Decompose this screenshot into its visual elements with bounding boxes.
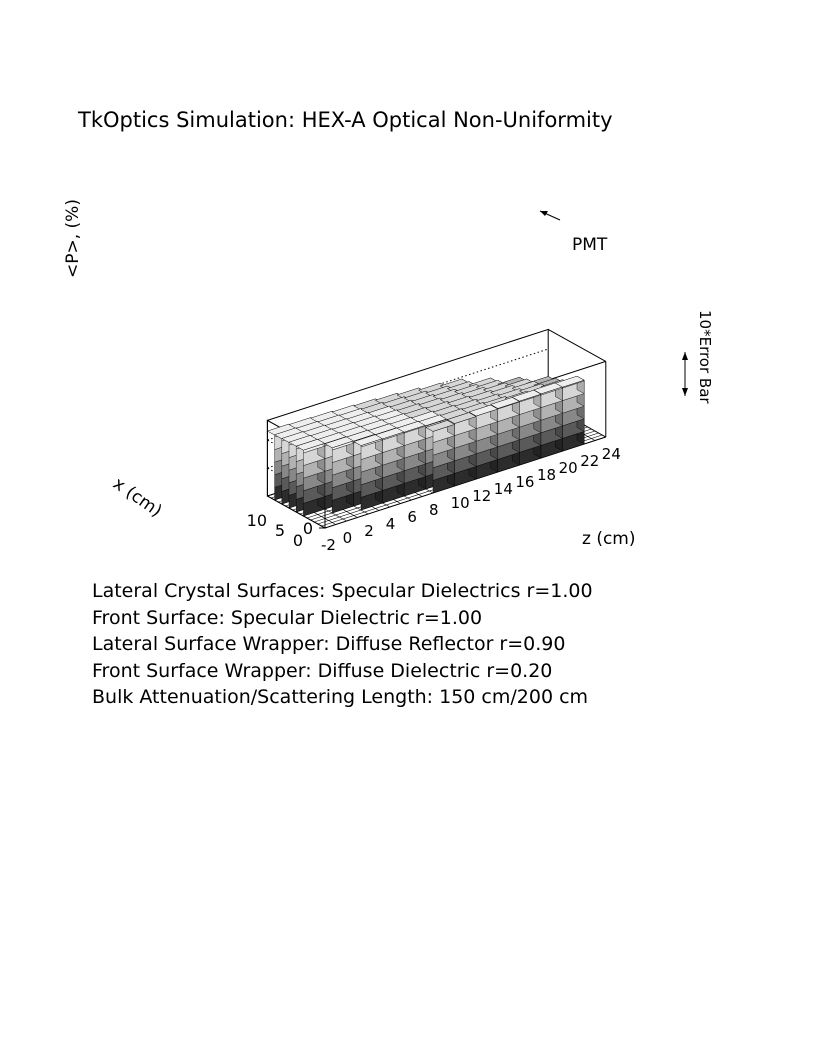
caption-line: Bulk Attenuation/Scattering Length: 150 cm/200 cm — [92, 686, 589, 708]
caption-line: Front Surface: Specular Dielectric r=1.00 — [92, 606, 483, 629]
error-bar-label: 10*Error Bar — [696, 310, 714, 404]
frame-edge — [548, 329, 606, 361]
y-tick-label: 20 — [558, 459, 578, 477]
y-tick-label: 16 — [515, 473, 535, 491]
caption-line: Front Surface Wrapper: Diffuse Dielectric r=0.20 — [92, 659, 553, 682]
y-tick-label: 2 — [364, 522, 374, 540]
pmt-annotation: PMT — [572, 235, 608, 255]
z-axis-label: <P>, (%) — [63, 199, 83, 278]
caption-line: Lateral Surface Wrapper: Diffuse Reflector r=0.90 — [92, 633, 566, 655]
error-bar-arrow — [682, 352, 688, 396]
y-tick-label: 10 — [450, 494, 470, 512]
x-axis-label: x (cm) — [109, 473, 166, 522]
y-axis-label: z (cm) — [582, 529, 636, 549]
caption-line: Lateral Crystal Surfaces: Specular Dielectrics r=1.00 — [92, 580, 593, 602]
y-tick-label: 4 — [385, 515, 396, 533]
y-tick-label: 24 — [601, 445, 621, 463]
z-tick-label: 0 — [302, 519, 313, 538]
x-tick-label: 10 — [246, 511, 267, 530]
x-tick-label: 0 — [292, 531, 303, 550]
y-tick-label: 8 — [429, 501, 439, 519]
simulation-parameters — [92, 578, 593, 711]
y-tick-label: 6 — [407, 508, 417, 526]
y-tick-label: 12 — [472, 487, 492, 505]
y-tick-label: 14 — [493, 480, 513, 498]
y-tick-label: 18 — [537, 466, 557, 484]
x-tick-label: 5 — [274, 521, 285, 540]
y-tick-label: 0 — [342, 529, 353, 547]
y-tick-label: -2 — [321, 536, 336, 554]
y-tick-label: 22 — [580, 452, 600, 470]
pmt-arrow — [540, 211, 560, 220]
chart-title: TkOptics Simulation: HEX-A Optical Non-Uniformity — [78, 108, 613, 132]
